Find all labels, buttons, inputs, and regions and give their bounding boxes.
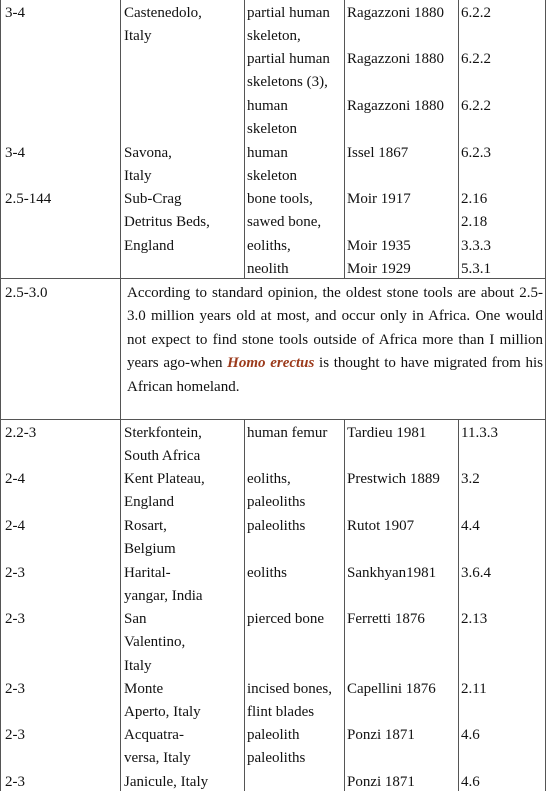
reference-cell: Prestwich 1889 bbox=[347, 471, 440, 487]
reference-cell: Ferretti 1876 bbox=[347, 611, 425, 627]
section-cell: 4.6 bbox=[461, 727, 480, 743]
item-cell: human skeleton bbox=[247, 98, 297, 138]
column-divider bbox=[344, 0, 345, 278]
item-cell: partial human skeletons (3), bbox=[247, 51, 330, 91]
section-cell: 6.2.2 bbox=[461, 98, 491, 114]
column-divider bbox=[244, 419, 245, 791]
reference-cell: Tardieu 1981 bbox=[347, 425, 427, 441]
section-cell: 11.3.3 bbox=[461, 425, 498, 441]
item-cell: pierced bone bbox=[247, 611, 325, 627]
age-cell: 3-4 bbox=[5, 145, 25, 161]
age-cell: 2-3 bbox=[5, 727, 25, 743]
section-cell: 6.2.2 bbox=[461, 51, 491, 67]
site-cell: Savona, Italy bbox=[124, 145, 172, 185]
item-cell: paleoliths bbox=[247, 518, 306, 534]
site-cell: Acquatra- versa, Italy bbox=[124, 727, 191, 767]
age-cell: 2-3 bbox=[5, 774, 25, 790]
section-cell: 6.2.3 bbox=[461, 145, 491, 161]
reference-cell: Rutot 1907 bbox=[347, 518, 415, 534]
column-divider bbox=[244, 0, 245, 278]
site-cell: Sub-Crag Detritus Beds, England bbox=[124, 191, 210, 254]
reference-cell: Moir 1929 bbox=[347, 261, 411, 277]
item-cell: bone tools, sawed bone, eoliths, neolith bbox=[247, 191, 322, 278]
item-cell: eoliths bbox=[247, 565, 287, 581]
reference-cell: Moir 1935 bbox=[347, 238, 411, 254]
table-border-right bbox=[545, 0, 546, 791]
item-cell: human skeleton bbox=[247, 145, 297, 185]
reference-cell: Ponzi 1871 bbox=[347, 727, 415, 743]
site-cell: Sterkfontein, South Africa bbox=[124, 425, 202, 465]
age-cell: 2.5-3.0 bbox=[5, 285, 48, 301]
site-cell: Rosart, Belgium bbox=[124, 518, 176, 558]
reference-cell: Ponzi 1871 bbox=[347, 774, 415, 790]
reference-cell: Issel 1867 bbox=[347, 145, 409, 161]
age-cell: 2.2-3 bbox=[5, 425, 37, 441]
section-cell: 2.16 2.18 3.3.3 5.3.1 bbox=[461, 191, 491, 278]
age-cell: 2-3 bbox=[5, 681, 25, 697]
section-cell: 2.13 bbox=[461, 611, 488, 627]
column-divider bbox=[458, 419, 459, 791]
age-cell: 2-3 bbox=[5, 611, 25, 627]
section-cell: 4.6 bbox=[461, 774, 480, 790]
reference-cell: Ragazzoni 1880 bbox=[347, 5, 445, 21]
reference-cell: Sankhyan1981 bbox=[347, 565, 437, 581]
column-divider bbox=[344, 419, 345, 791]
section-cell: 2.11 bbox=[461, 681, 487, 697]
age-cell: 2.5-144 bbox=[5, 191, 52, 207]
species-name: Homo erectus bbox=[227, 355, 315, 372]
site-cell: Monte Aperto, Italy bbox=[124, 681, 201, 721]
reference-cell: Ragazzoni 1880 bbox=[347, 51, 445, 67]
column-divider bbox=[458, 0, 459, 278]
item-cell: eoliths, paleoliths bbox=[247, 471, 306, 511]
section-cell: 3.2 bbox=[461, 471, 480, 487]
age-cell: 2-4 bbox=[5, 471, 25, 487]
section-cell: 6.2.2 bbox=[461, 5, 491, 21]
site-cell: Kent Plateau, England bbox=[124, 471, 205, 511]
item-cell: partial human skeleton, bbox=[247, 5, 330, 45]
item-cell: paleolith paleoliths bbox=[247, 727, 306, 767]
note-text: is thought to have migrated from his African homeland. bbox=[127, 355, 543, 395]
section-cell: 3.6.4 bbox=[461, 565, 491, 581]
reference-cell: Moir 1917 bbox=[347, 191, 411, 207]
reference-cell: Ragazzoni 1880 bbox=[347, 98, 445, 114]
site-cell: Harital- yangar, India bbox=[124, 565, 203, 605]
site-cell: San Valentino, Italy bbox=[124, 611, 186, 674]
note-paragraph bbox=[127, 282, 543, 399]
site-cell: Castenedolo, Italy bbox=[124, 5, 202, 45]
table-border-left bbox=[0, 0, 1, 791]
item-cell: incised bones, flint blades bbox=[247, 681, 332, 721]
site-cell: Janicule, Italy bbox=[124, 774, 209, 790]
column-divider bbox=[120, 0, 121, 791]
reference-cell: Capellini 1876 bbox=[347, 681, 436, 697]
age-cell: 3-4 bbox=[5, 5, 25, 21]
age-cell: 2-3 bbox=[5, 565, 25, 581]
section-cell: 4.4 bbox=[461, 518, 480, 534]
item-cell: human femur bbox=[247, 425, 328, 441]
row-divider bbox=[0, 419, 546, 420]
age-cell: 2-4 bbox=[5, 518, 25, 534]
note-text: According to standard opinion, the oldest stone tools are about 2.5-3.0 million years old at most, and occur only in Africa. One would not expect to find stone tools outside of Africa more than I million years ago-when bbox=[127, 285, 543, 372]
